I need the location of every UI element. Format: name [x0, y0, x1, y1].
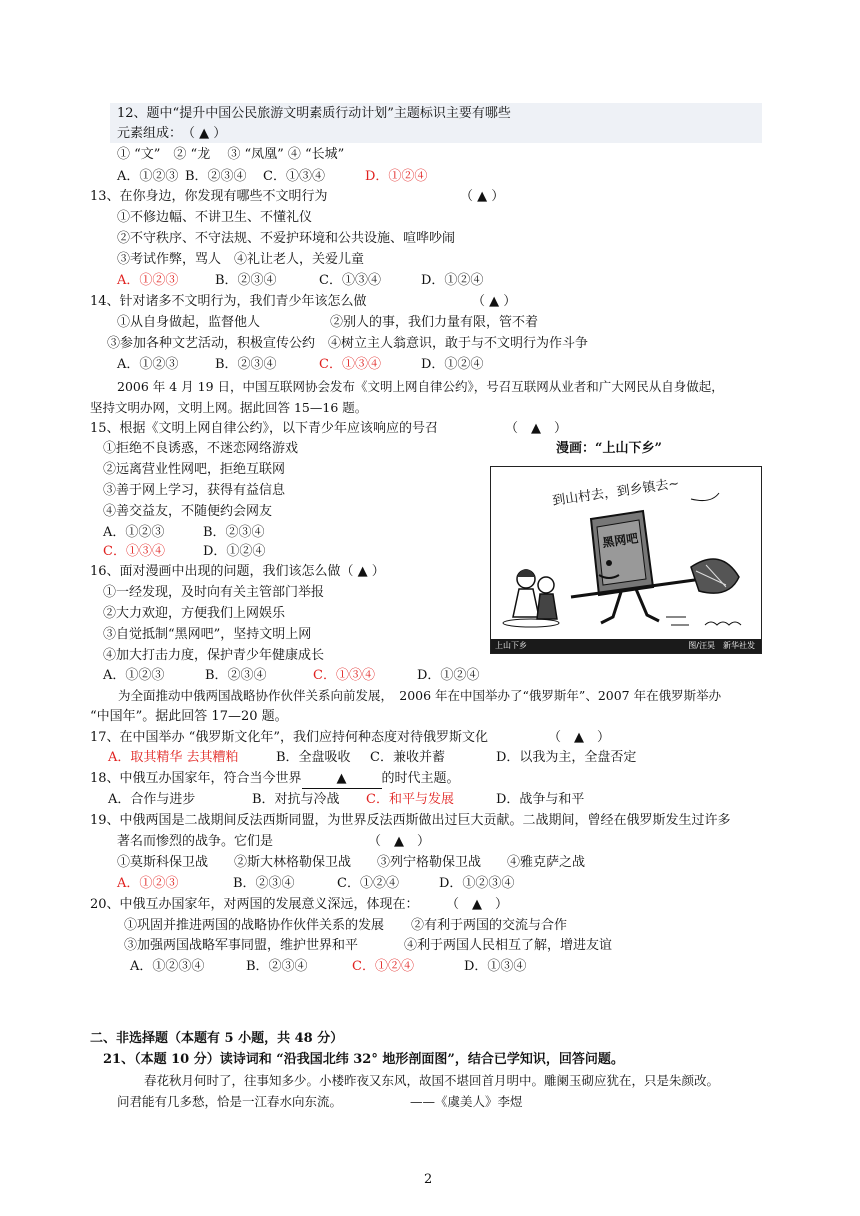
- cartoon-caption-left: 上山下乡: [495, 641, 527, 650]
- q13-item-2: ②不守秩序、不守法规、不爱护环境和公共设施、喧哗吵闹: [117, 231, 456, 246]
- q18-blank: ▲: [302, 770, 382, 789]
- option-a-answer: A．①②③: [117, 273, 179, 288]
- page-number: 2: [424, 1172, 433, 1187]
- q17-mark: （ ▲ ）: [548, 730, 610, 745]
- q13-options: [117, 272, 483, 290]
- q20-item-1b: ②有利于两国的交流与合作: [411, 918, 568, 933]
- intro-17-line-2: “中国年”。据此回答 17—20 题。: [90, 709, 288, 724]
- option-b: B．②③④: [246, 959, 308, 974]
- option-d: D．①③④: [464, 959, 527, 974]
- q15-stem: 15、根据《文明上网自律公约》，以下青少年应该响应的号召: [90, 421, 439, 436]
- option-d: D．①②④: [203, 544, 266, 559]
- q19-items: ①莫斯科保卫战 ②斯大林格勒保卫战 ③列宁格勒保卫战 ④雅克萨之战: [117, 855, 586, 870]
- q15-options-row-1: [103, 524, 265, 542]
- cartoon-speech: 到山村去，到乡镇去~: [551, 476, 681, 509]
- intro-15-line-2: 坚持文明办网，文明上网。据此回答 15—16 题。: [90, 400, 368, 415]
- q16-item-3: ③自觉抵制“黑网吧”，坚持文明上网: [103, 627, 312, 642]
- cartoon-caption-right: 图/汪昊 新华社发: [688, 641, 755, 650]
- q14-item-1a: ①从自身做起，监督他人: [117, 315, 261, 330]
- q14-item-1b: ②别人的事，我们力量有限，管不着: [330, 315, 539, 330]
- q19-options: [117, 875, 514, 893]
- q18-options: [108, 791, 584, 809]
- q20-item-2b: ④利于两国人民相互了解，增进友谊: [404, 938, 613, 953]
- option-a-answer: A．取其精华 去其糟粕: [108, 750, 239, 765]
- q15-mark: （ ▲ ）: [505, 421, 567, 436]
- q14-mark: （ ▲ ）: [472, 294, 517, 309]
- q12-stem-2: 元素组成： （ ▲ ）: [117, 126, 227, 141]
- cartoon-title: 漫画：“上山下乡”: [556, 441, 662, 456]
- option-d: D．①②④: [421, 273, 484, 288]
- option-d: D．①②④: [417, 668, 480, 683]
- q13-item-3: ③考试作弊，骂人 ④礼让老人，关爱儿童: [117, 252, 365, 267]
- option-a: A．①②③: [117, 169, 179, 184]
- option-d-answer: D．①②④: [365, 169, 428, 184]
- option-b: B．②③④: [215, 273, 277, 288]
- q18-stem-b: 的时代主题。: [381, 771, 460, 786]
- option-b: B．②③④: [205, 668, 267, 683]
- option-a-answer: A．①②③: [117, 876, 179, 891]
- q20-options: [130, 958, 526, 976]
- poem-line-1: 春花秋月何时了，往事知多少。小楼昨夜又东风，故国不堪回首月明中。雕阑玉砌应犹在，只是朱颜改。: [144, 1073, 720, 1088]
- q16-item-1: ①一经发现，及时向有关主管部门举报: [103, 585, 325, 600]
- cartoon-image: [490, 466, 762, 654]
- option-a: A．①②③④: [130, 959, 205, 974]
- q14-options: [117, 356, 483, 374]
- q19-stem-1: 19、中俄两国是二战期间反法西斯同盟，为世界反法西斯做出过巨大贡献。二战期间，曾经在俄罗斯发生过许多: [90, 813, 731, 828]
- q20-item-1a: ①巩固并推进两国的战略协作伙伴关系的发展: [124, 918, 385, 933]
- option-b: B．②③④: [215, 357, 277, 372]
- section-2-title: 二、非选择题（本题有 5 小题，共 48 分）: [90, 1031, 344, 1046]
- q20-item-2a: ③加强两国战略军事同盟，维护世界和平: [124, 938, 359, 953]
- poem-line-2: 问君能有几多愁，恰是一江春水向东流。: [117, 1094, 343, 1109]
- option-d: D．战争与和平: [496, 792, 585, 807]
- option-c-answer: C．和平与发展: [366, 792, 454, 807]
- q20-mark: （ ▲ ）: [446, 897, 508, 912]
- cartoon-sign: 黑网吧: [601, 531, 640, 550]
- option-a: A．①②③: [103, 668, 165, 683]
- option-c-answer: C．①③④: [319, 357, 381, 372]
- q17-options: [108, 749, 636, 767]
- q13-stem: 13、在你身边，你发现有哪些不文明行为: [90, 189, 328, 204]
- option-b: B．②③④: [203, 525, 265, 540]
- cartoon-caption: [491, 639, 761, 653]
- q17-stem: 17、在中国举办 “俄罗斯文化年”，我们应持何种态度对待俄罗斯文化: [90, 730, 488, 745]
- q12-options: [117, 168, 427, 186]
- q18-stem-a: 18、中俄互办国家年，符合当今世界: [90, 771, 302, 786]
- q19-stem-2: 著名而惨烈的战争。它们是: [117, 834, 274, 849]
- q14-stem: 14、针对诸多不文明行为，我们青少年该怎么做: [90, 294, 367, 309]
- option-d: D．以我为主，全盘否定: [496, 750, 637, 765]
- option-b: B．对抗与冷战: [252, 792, 340, 807]
- option-c-answer: C．①②④: [352, 959, 414, 974]
- q14-item-2: ③参加各种文艺活动，积极宣传公约 ④树立主人翁意识，敢于与不文明行为作斗争: [107, 336, 589, 351]
- q18-stem: [90, 770, 460, 789]
- q16-item-2: ②大力欢迎，方便我们上网娱乐: [103, 606, 286, 621]
- option-c: C．兼收并蓄: [370, 750, 445, 765]
- poem-source: ——《虞美人》李煜: [410, 1094, 523, 1109]
- q16-options: [103, 667, 479, 685]
- option-a: A．①②③: [117, 357, 179, 372]
- intro-17-line-1: 为全面推动中俄两国战略协作伙伴关系向前发展， 2006 年在中国举办了“俄罗斯年”、2007 年在俄罗斯举办: [118, 688, 722, 703]
- intro-15-line-1: 2006 年 4 月 19 日，中国互联网协会发布《文明上网自律公约》，号召互联网从业者和广大网民从自身做起，: [117, 379, 724, 394]
- q15-item-3: ③善于网上学习，获得有益信息: [103, 483, 286, 498]
- option-d: D．①②③④: [439, 876, 515, 891]
- q16-item-4: ④加大打击力度，保护青少年健康成长: [103, 648, 325, 663]
- option-b: B．②③④: [185, 169, 247, 184]
- q16-stem: 16、面对漫画中出现的问题，我们该怎么做（ ▲ ）: [90, 564, 385, 579]
- q12-stem-1: 12、题中“提升中国公民旅游文明素质行动计划”主题标识主要有哪些: [117, 106, 511, 121]
- option-c: C．①②④: [337, 876, 399, 891]
- q21-stem: 21、（本题 10 分）读诗词和 “沿我国北纬 32° 地形剖面图”，结合已学知识，回答问题。: [103, 1052, 624, 1067]
- option-c: C．①③④: [319, 273, 381, 288]
- option-c-answer: C．①③④: [313, 668, 375, 683]
- q15-item-2: ②远离营业性网吧，拒绝互联网: [103, 462, 286, 477]
- option-b: B．全盘吸收: [276, 750, 351, 765]
- q13-mark: （ ▲ ）: [460, 189, 505, 204]
- option-a: A．①②③: [103, 525, 165, 540]
- option-c-answer: C．①③④: [103, 544, 165, 559]
- option-a: A．合作与进步: [108, 792, 196, 807]
- q15-item-1: ①拒绝不良诱惑，不迷恋网络游戏: [103, 441, 299, 456]
- q13-item-1: ①不修边幅、不讲卫生、不懂礼仪: [117, 210, 313, 225]
- q12-items: ① “文” ② “龙 ③ “凤凰” ④ “长城”: [117, 147, 345, 162]
- q19-mark: （ ▲ ）: [368, 834, 430, 849]
- q20-stem: 20、中俄互办国家年，对两国的发展意义深远，体现在：: [90, 897, 419, 912]
- q15-item-4: ④善交益友，不随便约会网友: [103, 504, 273, 519]
- option-b: B．②③④: [233, 876, 295, 891]
- option-d: D．①②④: [421, 357, 484, 372]
- cartoon-drawing: [491, 467, 761, 639]
- q15-options-row-2: [103, 543, 265, 561]
- option-c: C．①③④: [263, 169, 325, 184]
